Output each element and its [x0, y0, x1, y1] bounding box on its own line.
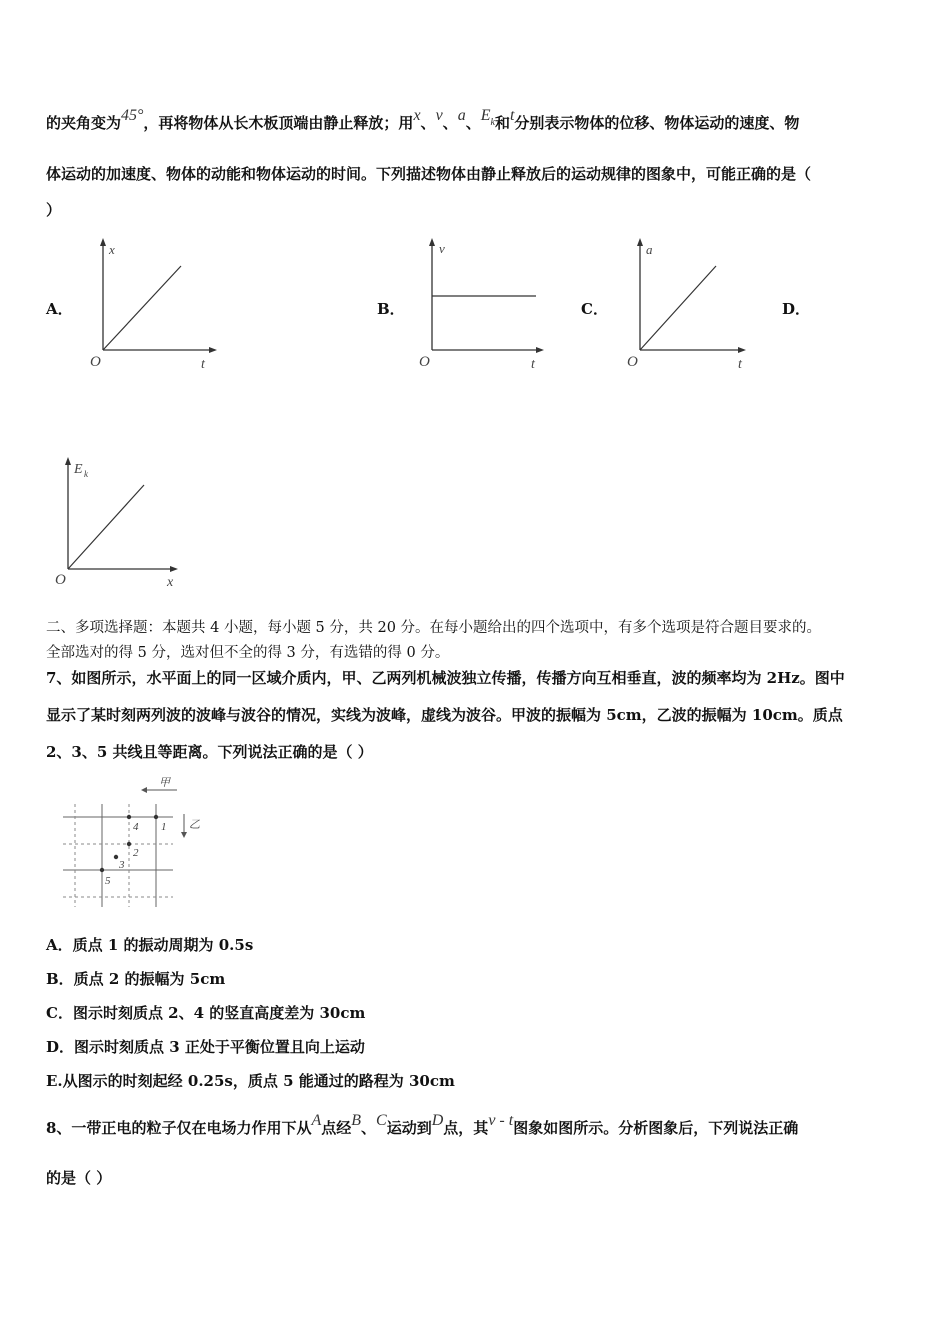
q7-option-c[interactable]: C．图示时刻质点 2、4 的竖直高度差为 30cm: [46, 1004, 366, 1022]
section2-line2: 全部选对的得 5 分，选对但不全的得 3 分，有选错的得 0 分。: [46, 645, 450, 661]
graph-c-y-label: a: [646, 242, 653, 257]
wave-yi-label: 乙: [189, 819, 200, 831]
point-4-label: 4: [133, 821, 139, 833]
graph-b: [414, 236, 554, 376]
graph-a-line: [103, 266, 181, 350]
graph-d-x-label: x: [167, 575, 174, 590]
graph-d-y-label-sub: k: [84, 469, 88, 479]
q6-option-c-label[interactable]: C．: [581, 300, 608, 318]
graph-c-line: [640, 266, 716, 350]
point-3: [114, 855, 118, 859]
q7-line2: 显示了某时刻两列波的波峰与波谷的情况，实线为波峰，虚线为波谷。甲波的振幅为 5cm，乙波的振幅为 10cm。质点: [46, 706, 843, 724]
q7-option-d[interactable]: D．图示时刻质点 3 正处于平衡位置且向上运动: [46, 1038, 365, 1056]
point-5: [100, 868, 104, 872]
graph-b-y-label: v: [439, 241, 445, 256]
q6-line1: 的夹角变为45°，再将物体从长木板顶端由静止释放；用x、v、a、$E^k$和t分别表示物体的位移、物体运动的速度、物: [46, 107, 800, 132]
graph-a: [85, 236, 225, 376]
wave-jia-label: 甲: [159, 777, 170, 789]
q7-option-b[interactable]: B．质点 2 的振幅为 5cm: [46, 970, 226, 988]
q8-line1: 8、一带正电的粒子仅在电场力作用下从A点经B、C运动到D点，其v - t图象如图所示。分析图象后，下列说法正确: [46, 1112, 799, 1137]
graph-b-x-label: t: [531, 357, 535, 372]
q8-line2: 的是（ ）: [46, 1169, 112, 1187]
section2-line1: 二、多项选择题：本题共 4 小题，每小题 5 分，共 20 分。在每小题给出的四个选项中，有多个选项是符合题目要求的。: [46, 620, 822, 636]
q7-option-e[interactable]: E.从图示的时刻起经 0.25s，质点 5 能通过的路程为 30cm: [46, 1072, 455, 1090]
graph-d-line: [68, 485, 144, 569]
point-2: [127, 842, 131, 846]
graph-c-x-label: t: [738, 357, 742, 372]
point-5-label: 5: [105, 875, 111, 887]
graph-b-origin: O: [419, 354, 430, 370]
q7-option-a[interactable]: A．质点 1 的振动周期为 0.5s: [46, 936, 254, 954]
point-1: [154, 815, 158, 819]
q6-line2: 体运动的加速度、物体的动能和物体运动的时间。下列描述物体由静止释放后的运动规律的图象中，可能正确的是（: [46, 165, 812, 183]
q7-wave-figure: [55, 772, 215, 912]
point-1-label: 1: [161, 821, 167, 833]
graph-a-origin: O: [90, 354, 101, 370]
graph-c-origin: O: [627, 354, 638, 370]
graph-d-y-label: E: [74, 462, 83, 477]
point-4: [127, 815, 131, 819]
point-3-label: 3: [119, 859, 125, 871]
graph-d-origin: O: [55, 572, 66, 588]
q6-option-b-label[interactable]: B．: [377, 300, 405, 318]
graph-a-y-label: x: [109, 242, 115, 257]
q6-line3: ）: [46, 201, 62, 219]
q7-line3: 2、3、5 共线且等距离。下列说法正确的是（ ）: [46, 743, 373, 761]
graph-c: [622, 236, 762, 376]
graph-d: [50, 455, 190, 595]
q7-line1: 7、如图所示，水平面上的同一区域介质内，甲、乙两列机械波独立传播，传播方向互相垂直，波的频率均为 2Hz。图中: [46, 669, 845, 687]
graph-a-x-label: t: [201, 357, 205, 372]
q6-option-d-label[interactable]: D．: [782, 300, 811, 318]
angle-45: 45°: [121, 107, 144, 124]
point-2-label: 2: [133, 847, 139, 859]
q6-option-a-label[interactable]: A．: [46, 300, 73, 318]
